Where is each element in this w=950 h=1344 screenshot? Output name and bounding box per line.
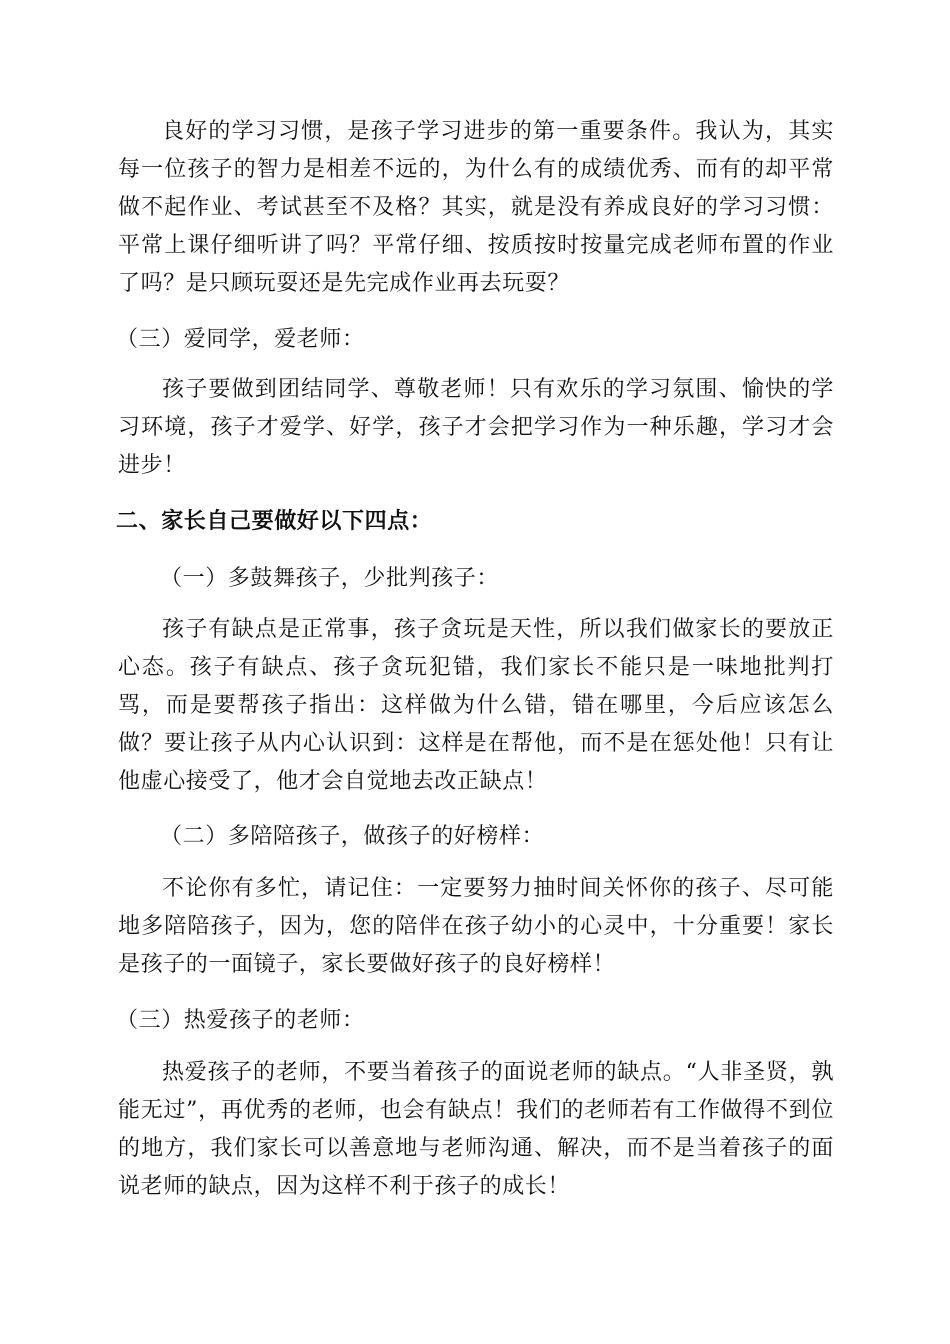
- paragraph-accompany: 不论你有多忙，请记住：一定要努力抽时间关怀你的孩子、尽可能地多陪陪孩子，因为，您的陪伴在孩子幼小的心灵中，十分重要！家长是孩子的一面镜子，家长要做好孩子的良好榜样！: [118, 876, 834, 977]
- paragraph-study-habits: 良好的学习习惯，是孩子学习进步的第一重要条件。我认为，其实每一位孩子的智力是相差不远的，为什么有的成绩优秀、而有的却平常做不起作业、考试甚至不及格？其实，就是没有养成良好的学习习惯：平常上课仔细听讲了吗？平常仔细、按质按时按量完成老师布置的作业了吗？是只顾玩耍还是先完成作业再去玩耍？: [118, 119, 834, 296]
- subheading-love-classmates: （三）爱同学，爱老师：: [116, 327, 365, 352]
- subheading-encourage: （一）多鼓舞孩子，少批判孩子：: [160, 566, 500, 591]
- section-heading-parents: 二、家长自己要做好以下四点：: [116, 509, 433, 534]
- paragraph-love-teacher: 热爱孩子的老师，不要当着孩子的面说老师的缺点。“人非圣贤，孰能无过”，再优秀的老师，也会有缺点！我们的老师若有工作做得不到位的地方，我们家长可以善意地与老师沟通、解决，而不是当着孩子的面说老师的缺点，因为这样不利于孩子的成长！: [118, 1060, 834, 1199]
- paragraph-encourage: 孩子有缺点是正常事，孩子贪玩是天性，所以我们做家长的要放正心态。孩子有缺点、孩子贪玩犯错，我们家长不能只是一味地批判打骂，而是要帮孩子指出：这样做为什么错，错在哪里，今后应该怎么做？要让孩子从内心认识到：这样是在帮他，而不是在惩处他！只有让他虚心接受了，他才会自觉地去改正缺点！: [118, 617, 834, 794]
- subheading-accompany: （二）多陪陪孩子，做孩子的好榜样：: [160, 824, 545, 849]
- paragraph-unity: 孩子要做到团结同学、尊敬老师！只有欢乐的学习氛围、愉快的学习环境，孩子才爱学、好学，孩子才会把学习作为一种乐趣，学习才会进步！: [118, 377, 834, 478]
- subheading-love-teacher: （三）热爱孩子的老师：: [116, 1008, 365, 1033]
